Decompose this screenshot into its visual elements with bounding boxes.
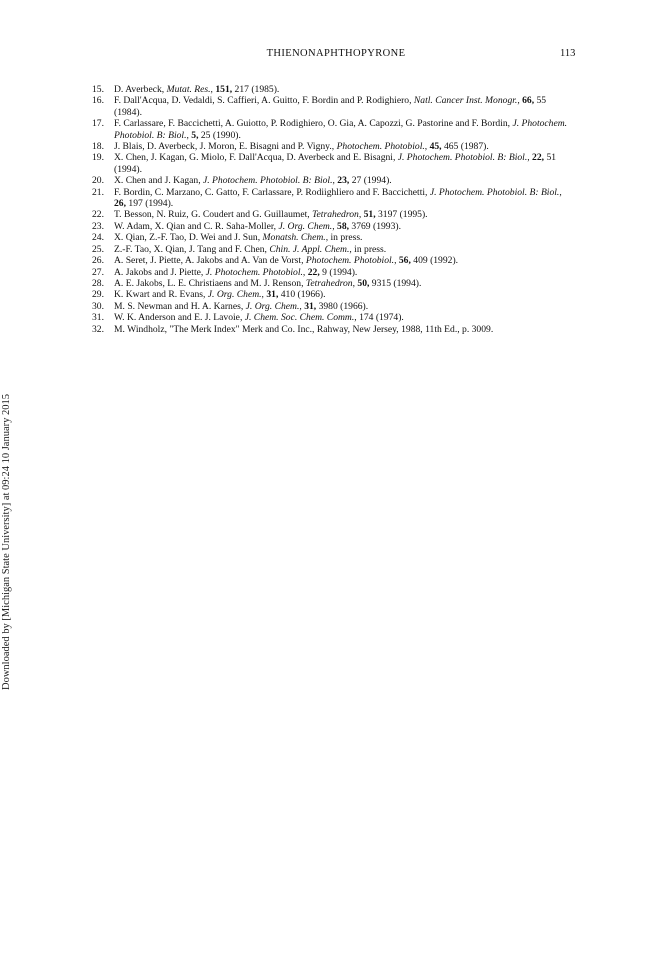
reference-number: 24.: [92, 232, 104, 244]
journal-name: Chin. J. Appl. Chem.: [269, 243, 350, 255]
reference-text: A. Seret, J. Piette, A. Jakobs and A. Van de Vorst,: [114, 255, 306, 267]
volume-number: 66,: [522, 95, 535, 107]
reference-number: 23.: [92, 220, 104, 232]
reference-text: Z.-F. Tao, X. Qian, J. Tang and F. Chen,: [114, 243, 270, 255]
reference-text: A. E. Jakobs, L. E. Christiaens and M. J. Renson,: [114, 277, 306, 289]
reference-item: [92, 244, 572, 255]
volume-number: 51,: [363, 209, 376, 221]
reference-number: 31.: [92, 312, 104, 324]
reference-text: 27 (1994).: [349, 175, 392, 187]
reference-item: [92, 118, 572, 141]
reference-item: [92, 187, 572, 210]
reference-number: 19.: [92, 152, 104, 164]
reference-text: ,: [299, 300, 305, 312]
journal-name: Tetrahedron: [305, 277, 353, 289]
reference-text: W. Adam, X. Qian and C. R. Saha-Moller,: [114, 220, 279, 232]
reference-text: F. Carlassare, F. Baccichetti, A. Guiotto, P. Rodighiero, O. Gia, A. Capozzi, G. Pastorine and F. Bordin,: [114, 118, 513, 130]
journal-name: J. Chem. Soc. Chem. Comm.: [244, 312, 355, 324]
reference-text: 465 (1987).: [441, 141, 489, 153]
reference-text: X. Chen, J. Kagan, G. Miolo, F. Dall'Acqua, D. Averbeck and E. Bisagni,: [114, 152, 398, 164]
reference-number: 32.: [92, 323, 104, 335]
journal-name: Mutat. Res.: [166, 84, 211, 95]
reference-item: [92, 232, 572, 243]
reference-text: 3769 (1993).: [349, 220, 401, 232]
reference-text: F. Bordin, C. Marzano, C. Gatto, F. Carlassare, P. Rodiighliero and F. Baccichetti,: [114, 186, 430, 198]
reference-item: [92, 221, 572, 232]
reference-item: [92, 209, 572, 220]
reference-text: M. S. Newman and H. A. Karnes,: [114, 300, 246, 312]
reference-number: 20.: [92, 175, 104, 187]
reference-text: K. Kwart and R. Evans,: [114, 289, 208, 301]
reference-number: 18.: [92, 141, 104, 153]
volume-number: 56,: [398, 255, 411, 267]
reference-text: T. Besson, N. Ruiz, G. Coudert and G. Guillaumet,: [114, 209, 313, 221]
volume-number: 45,: [429, 141, 442, 153]
running-title: THIENONAPHTHOPYRONE: [266, 48, 406, 59]
reference-text: X. Qian, Z.-F. Tao, D. Wei and J. Sun,: [114, 232, 263, 244]
reference-item: [92, 301, 572, 312]
reference-text: ,: [424, 141, 430, 153]
page-number: 113: [560, 48, 576, 59]
reference-text: , 174 (1974).: [354, 312, 404, 324]
journal-name: Monatsh. Chem.: [262, 232, 326, 244]
reference-number: 21.: [92, 186, 104, 198]
volume-number: 50,: [357, 277, 370, 289]
reference-text: 51 (1994).: [114, 152, 557, 175]
reference-item: [92, 95, 572, 118]
reference-text: ,: [332, 220, 338, 232]
reference-text: ,: [352, 277, 358, 289]
reference-text: 25 (1990).: [198, 129, 241, 141]
reference-text: , in press.: [325, 232, 363, 244]
download-watermark: Downloaded by [Michigan State University] at 09:24 10 January 2015: [1, 394, 12, 690]
journal-name: J. Org. Chem.: [278, 220, 333, 232]
reference-text: 409 (1992).: [410, 255, 459, 267]
reference-number: 30.: [92, 300, 104, 312]
reference-number: 22.: [92, 209, 104, 221]
reference-text: ,: [559, 186, 562, 198]
reference-text: ,: [210, 84, 216, 95]
reference-text: ,: [358, 209, 364, 221]
reference-item: [92, 141, 572, 152]
journal-name: Photochem. Photobiol.: [336, 141, 425, 153]
reference-text: 197 (1994).: [126, 198, 174, 210]
journal-name: J. Org. Chem.: [245, 300, 300, 312]
reference-text: W. K. Anderson and E. J. Lavoie,: [114, 312, 245, 324]
reference-text: ,: [517, 95, 523, 107]
reference-number: 16.: [92, 95, 104, 107]
reference-text: A. Jakobs and J. Piette,: [114, 266, 206, 278]
reference-number: 29.: [92, 289, 104, 301]
reference-item: [92, 84, 572, 95]
reference-text: F. Dall'Acqua, D. Vedaldi, S. Caffieri, A. Guitto, F. Bordin and P. Rodighiero,: [114, 95, 414, 107]
reference-number: 26.: [92, 255, 104, 267]
reference-item: [92, 175, 572, 186]
reference-text: 217 (1985).: [232, 84, 280, 95]
reference-item: [92, 267, 572, 278]
reference-item: [92, 255, 572, 266]
reference-number: 27.: [92, 266, 104, 278]
reference-text: ,: [186, 129, 192, 141]
volume-number: 22,: [307, 266, 320, 278]
reference-text: D. Averbeck,: [114, 84, 167, 95]
volume-number: 31,: [304, 300, 317, 312]
journal-name: J. Photochem. Photobiol. B: Biol.: [429, 186, 560, 198]
journal-name: J. Org. Chem.: [207, 289, 262, 301]
volume-number: 58,: [337, 220, 350, 232]
reference-text: , in press.: [349, 243, 387, 255]
reference-item: [92, 324, 572, 335]
journal-name: J. Photochem. Photobiol. B: Biol.: [397, 152, 528, 164]
reference-text: 55 (1984).: [114, 95, 547, 118]
volume-number: 22,: [532, 152, 545, 164]
journal-name: Photochem. Photobiol.: [305, 255, 395, 267]
journal-name: J. Photochem. Photobiol. B: Biol.: [203, 175, 333, 187]
volume-number: 5,: [191, 129, 199, 141]
reference-list: [92, 84, 572, 335]
reference-text: 9 (1994).: [319, 266, 358, 278]
reference-item: [92, 312, 572, 323]
volume-number: 26,: [114, 198, 126, 210]
reference-number: 17.: [92, 118, 104, 130]
reference-text: J. Blais, D. Averbeck, J. Moron, E. Bisagni and P. Vigny.,: [114, 141, 337, 153]
journal-name: J. Photochem. Photobiol. B: Biol.: [114, 118, 568, 141]
reference-text: ,: [527, 152, 533, 164]
reference-item: [92, 152, 572, 175]
reference-text: X. Chen and J. Kagan,: [114, 175, 203, 187]
volume-number: 151,: [215, 84, 233, 95]
reference-item: [92, 289, 572, 300]
journal-name: J. Photochem. Photobiol.: [205, 266, 303, 278]
reference-text: 410 (1966).: [278, 289, 326, 301]
reference-number: 15.: [92, 84, 104, 95]
reference-number: 28.: [92, 277, 104, 289]
volume-number: 31,: [266, 289, 279, 301]
reference-number: 25.: [92, 243, 104, 255]
reference-text: ,: [261, 289, 267, 301]
reference-text: ,: [302, 266, 308, 278]
reference-item: [92, 278, 572, 289]
reference-text: M. Windholz, "The Merk Index" Merk and Co. Inc., Rahway, New Jersey, 1988, 11th Ed., p. 3009.: [114, 323, 494, 335]
volume-number: 23,: [337, 175, 350, 187]
journal-name: Tetrahedron: [312, 209, 359, 221]
journal-name: Natl. Cancer Inst. Monogr.: [413, 95, 518, 107]
reference-text: ,: [332, 175, 338, 187]
reference-text: 3197 (1995).: [375, 209, 428, 221]
reference-text: ,: [394, 255, 399, 267]
reference-text: 9315 (1994).: [369, 277, 422, 289]
reference-text: 3980 (1966).: [316, 300, 369, 312]
